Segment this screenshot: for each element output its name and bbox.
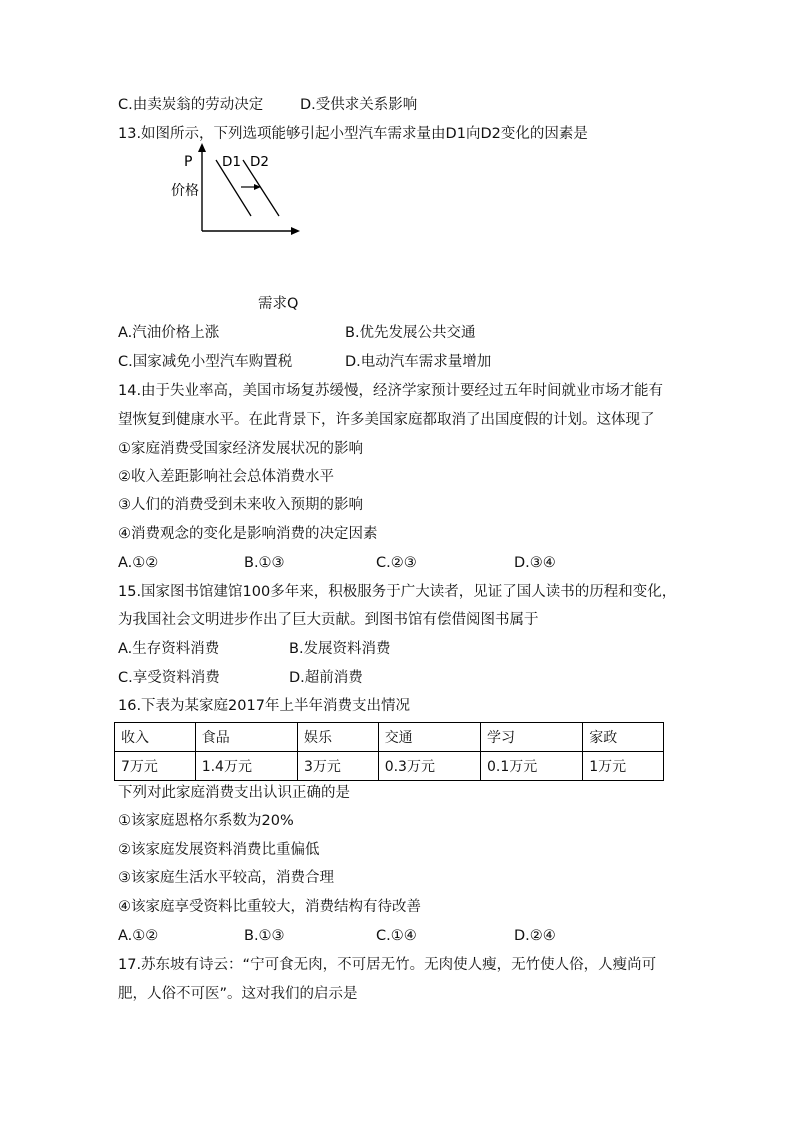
q14-option-b: B.①③ (244, 555, 285, 571)
q13-option-b: B.优先发展公共交通 (345, 325, 476, 341)
q15-stem-line2: 为我国社会文明进步作出了巨大贡献。到图书馆有偿借阅图书属于 (118, 612, 539, 628)
table-cell: 0.1万元 (480, 752, 582, 781)
q16-option-b: B.①③ (244, 928, 285, 944)
q15-option-d: D.超前消费 (289, 670, 363, 686)
q13-option-c: C.国家减免小型汽车购置税 (118, 354, 293, 370)
table-header-cell: 交通 (378, 723, 480, 752)
q16-option-a: A.①② (118, 928, 159, 944)
q15-option-a: A.生存资料消费 (118, 641, 220, 657)
y-label-p: P (184, 154, 193, 170)
q15-option-b: B.发展资料消费 (289, 641, 391, 657)
x-label-demand: 需求Q (258, 296, 299, 312)
q14-option-c: C.②③ (376, 555, 417, 571)
q16-option-d: D.②④ (514, 928, 556, 944)
q14-option-d: D.③④ (514, 555, 556, 571)
table-header-cell: 食品 (195, 723, 297, 752)
q16-item-4: ④该家庭享受资料比重较大，消费结构有待改善 (118, 899, 421, 915)
y-label-price: 价格 (171, 183, 199, 199)
table-header-cell: 娱乐 (297, 723, 378, 752)
q14-item-2: ②收入差距影响社会总体消费水平 (118, 469, 334, 485)
q14-item-3: ③人们的消费受到未来收入预期的影响 (118, 497, 363, 513)
table-row (115, 752, 664, 781)
table-cell: 7万元 (115, 752, 196, 781)
q16-item-2: ②该家庭发展资料消费比重偏低 (118, 842, 320, 858)
shift-arrowhead (254, 184, 261, 190)
curve-label-d2: D2 (250, 154, 269, 170)
demand-shift-graph (0, 0, 794, 320)
table-header-cell: 家政 (583, 723, 664, 752)
q14-option-a: A.①② (118, 555, 159, 571)
curve-label-d1: D1 (222, 154, 241, 170)
q16-item-3: ③该家庭生活水平较高，消费合理 (118, 870, 334, 886)
table-cell: 1.4万元 (195, 752, 297, 781)
expense-table (114, 722, 664, 781)
q13-option-a: A.汽油价格上涨 (118, 325, 220, 341)
q12-option-d: D.受供求关系影响 (300, 97, 418, 113)
q16-stem: 16.下表为某家庭2017年上半年消费支出情况 (118, 698, 410, 714)
q14-item-1: ①家庭消费受国家经济发展状况的影响 (118, 441, 363, 457)
q15-option-c: C.享受资料消费 (118, 670, 220, 686)
y-axis-arrowhead (198, 143, 206, 152)
q16-prompt: 下列对此家庭消费支出认识正确的是 (118, 785, 350, 801)
q17-stem-line1: 17.苏东坡有诗云：“宁可食无肉，不可居无竹。无肉使人瘦，无竹使人俗，人瘦尚可 (118, 957, 657, 973)
x-axis-arrowhead (291, 227, 300, 235)
q16-option-c: C.①④ (376, 928, 417, 944)
q12-option-c: C.由卖炭翁的劳动决定 (118, 97, 264, 113)
table-header-row (115, 723, 664, 752)
table-cell: 1万元 (583, 752, 664, 781)
q14-item-4: ④消费观念的变化是影响消费的决定因素 (118, 526, 378, 542)
q15-stem-line1: 15.国家图书馆建馆100多年来，积极服务于广大读者，见证了国人读书的历程和变化， (118, 584, 677, 600)
table-header-cell: 收入 (115, 723, 196, 752)
table-cell: 3万元 (297, 752, 378, 781)
table-header-cell: 学习 (480, 723, 582, 752)
q14-stem-line1: 14.由于失业率高，美国市场复苏缓慢，经济学家预计要经过五年时间就业市场才能有 (118, 383, 664, 399)
q13-stem: 13.如图所示，下列选项能够引起小型汽车需求量由D1向D2变化的因素是 (118, 126, 588, 142)
q17-stem-line2: 肥，人俗不可医”。这对我们的启示是 (118, 986, 358, 1002)
table-cell: 0.3万元 (378, 752, 480, 781)
q14-stem-line2: 望恢复到健康水平。在此背景下，许多美国家庭都取消了出国度假的计划。这体现了 (118, 412, 655, 428)
q13-option-d: D.电动汽车需求量增加 (345, 354, 492, 370)
q16-item-1: ①该家庭恩格尔系数为20% (118, 813, 294, 829)
